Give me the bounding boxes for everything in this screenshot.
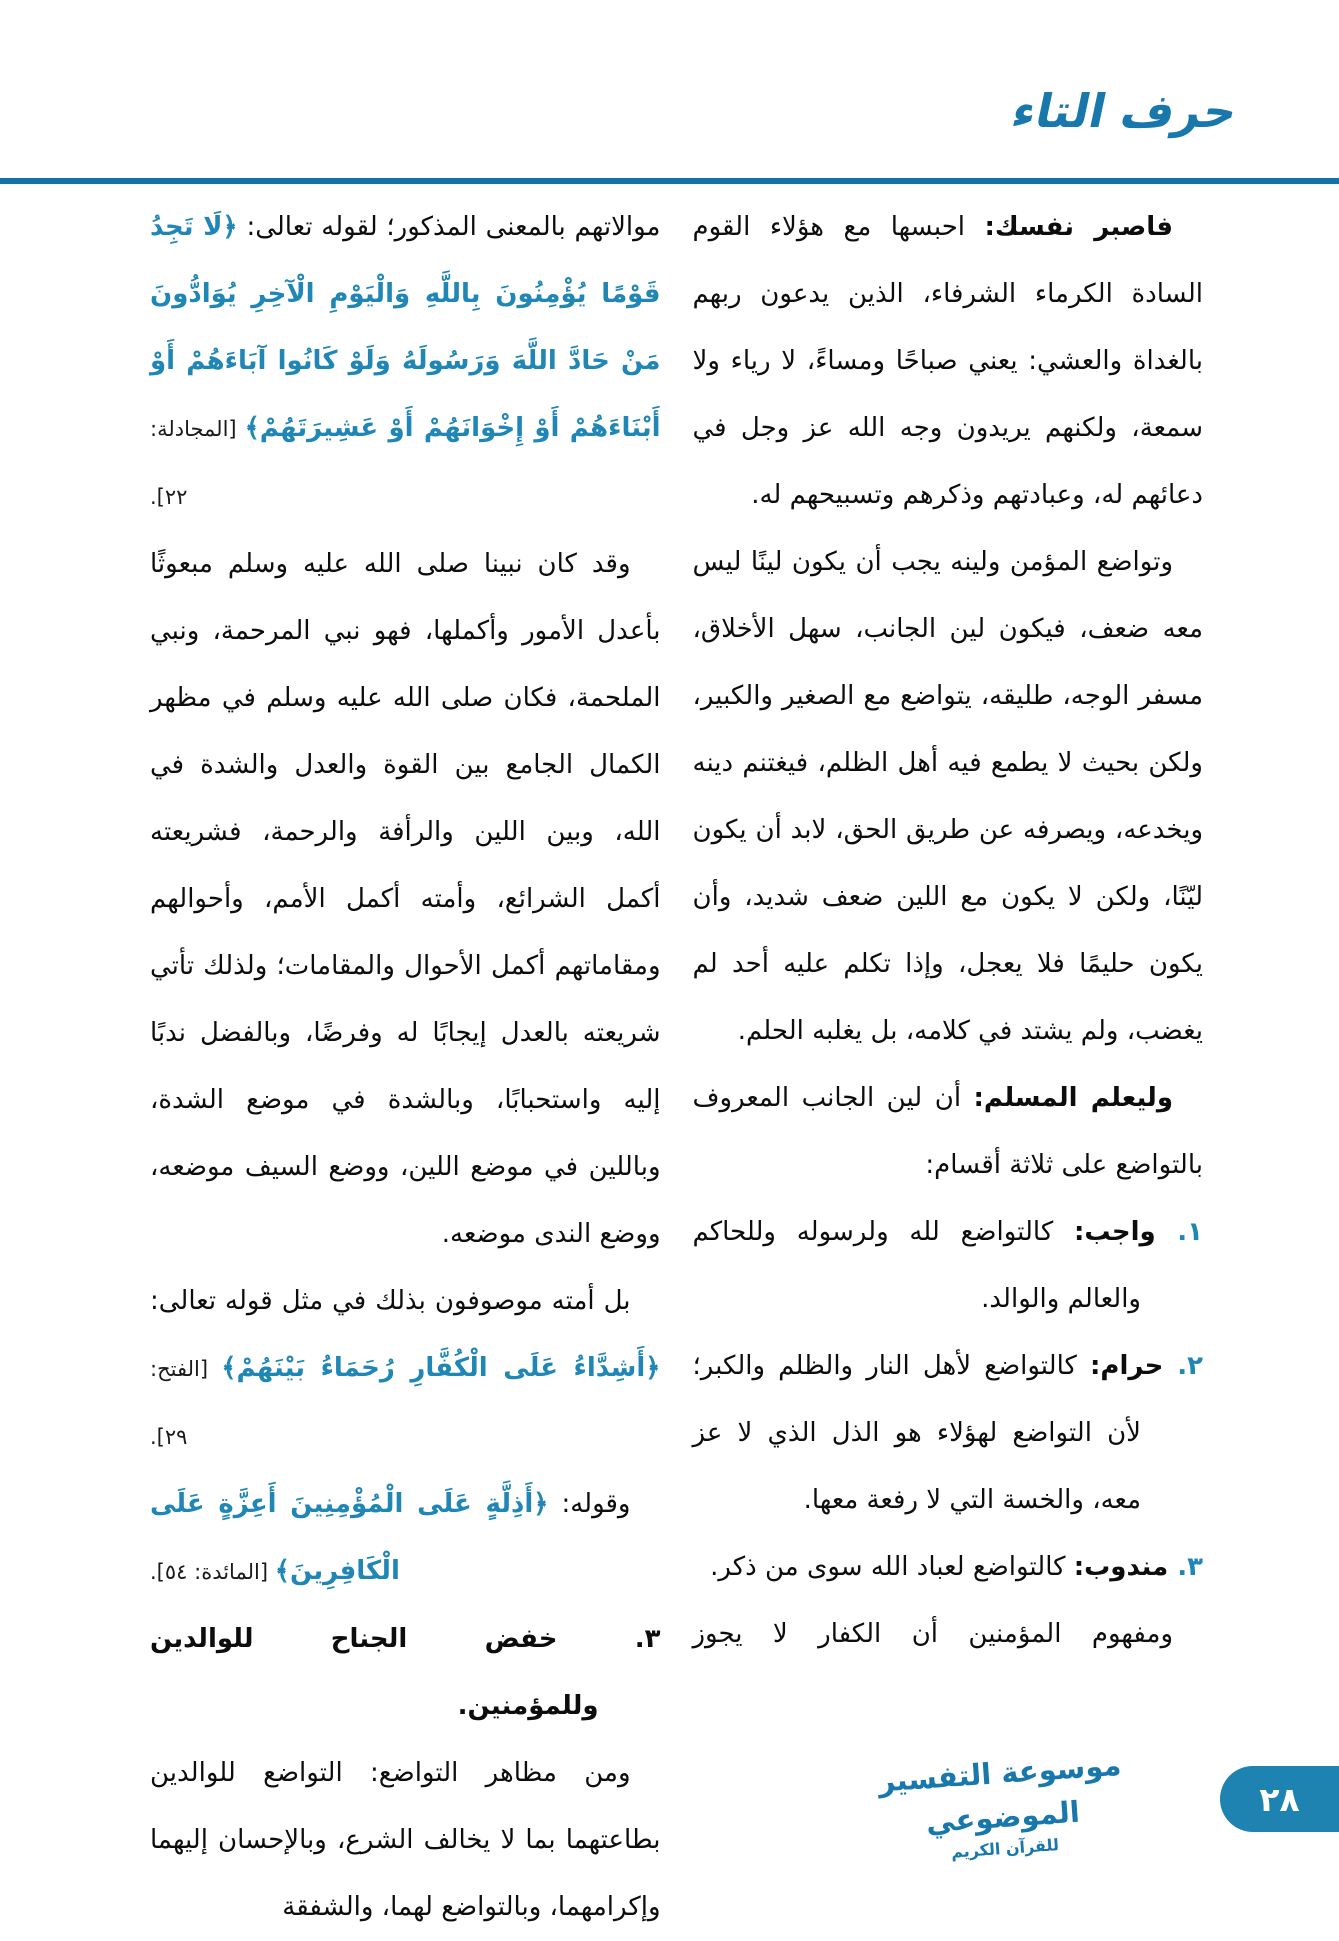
verse-reference-fath: [الفتح: ٢٩]. [150,1357,222,1449]
paragraph-fasbir [693,194,1204,529]
paragraph-nabiyyuna [150,531,661,1268]
paragraph-text: موالاتهم بالمعنى المذكور؛ لقوله تعالى: [237,212,661,242]
section-heading-khafd-line2: وللمؤمنين. [457,1691,599,1721]
paragraph-lead: فاصبر نفسك: [984,212,1173,242]
quran-verse-mujadila: ﴿لَا تَجِدُ قَوْمًا يُؤْمِنُونَ بِاللَّهِ وَالْيَوْمِ الْآخِرِ يُوَادُّونَ مَنْ حَادَّ اللَّهَ وَرَسُولَهُ وَلَوْ كَانُوا آبَاءَهُمْ أَوْ أَبْنَاءَهُمْ أَوْ إِخْوَانَهُمْ أَوْ عَشِيرَتَهُمْ﴾ [150,212,661,443]
paragraph-text: وتواضع المؤمن ولينه يجب أن يكون لينًا ليس معه ضعف، فيكون لين الجانب، سهل الأخلاق، مسفر الوجه، طليقه، يتواضع مع الصغير والكبير، ولكن بحيث لا يطمع فيه أهل الظلم، فيغتنم دينه ويخدعه، ويصرفه عن طريق الحق، لابد أن يكون ليّنًا، ولكن لا يكون مع اللين ضعف شديد، وأن يكون حليمًا فلا يعجل، وإذا تكلم عليه أحد لم يغضب، ولم يشتد في كلامه، بل يغلبه الحلم. [692,547,1203,1046]
list-text: كالتواضع لأهل النار والظلم والكبر؛ لأن التواضع لهؤلاء هو الذل الذي لا عز معه، والخسة التي لا رفعة معها. [692,1351,1141,1515]
paragraph-mafhum [693,1601,1204,1668]
list-term: حرام: [1090,1351,1164,1381]
list-number: ٣. [1168,1552,1203,1582]
verse-reference-maida: [المائدة: ٥٤]. [150,1560,275,1584]
paragraph-text: وقد كان نبينا صلى الله عليه وسلم مبعوثًا بأعدل الأمور وأكملها، فهو نبي المرحمة، ونبي الملحمة، فكان صلى الله عليه وسلم في مظهر الكمال الجامع بين القوة والعدل والشدة في الله، وبين اللين والرأفة والرحمة، فشريعته أكمل الشرائع، وأمته أكمل الأمم، وأحوالهم ومقاماتهم أكمل الأحوال والمقامات؛ ولذلك تأتي شريعته بالعدل إيجابًا له وفرضًا، وبالفضل ندبًا إليه واستحبابًا، وبالشدة في موضع الشدة، وباللين في موضع اللين، ووضع السيف موضعه، ووضع الندى موضعه. [150,549,661,1249]
paragraph-text: بل أمته موصوفون بذلك في مثل قوله تعالى: [150,1286,631,1316]
paragraph-text: التواضع للوالدين بطاعتهما بما لا يخالف الشرع، وبالإحسان إليهما وإكرامهما، وبالتواضع لهما، والشفقة [150,1758,661,1922]
paragraph-bal-ummatuhu [150,1268,661,1471]
list-number: ٢. [1163,1351,1203,1381]
list-text: كالتواضع لله ولرسوله وللحاكم والعالم والوالد. [692,1217,1141,1314]
paragraph-mazahir [150,1740,661,1941]
paragraph-tawadu [693,529,1204,1065]
column-left [150,194,661,1922]
book-logo-title: موسوعة التفسير الموضوعي [877,1747,1123,1839]
page-number-badge [1220,1766,1339,1832]
page-number: ٢٨ [1259,1779,1300,1819]
column-right [693,194,1204,1754]
quran-verse-fath: ﴿أَشِدَّاءُ عَلَى الْكُفَّارِ رُحَمَاءُ بَيْنَهُمْ﴾ [221,1353,661,1383]
chapter-heading: حرف التاء [1007,84,1243,138]
paragraph-text: وقوله: [548,1489,631,1519]
header-rule [0,178,1339,184]
list-item-wajib [693,1199,1204,1333]
book-logo [834,1741,1171,1870]
quran-verse-maida: ﴿أَذِلَّةٍ عَلَى الْمُؤْمِنِينَ أَعِزَّةٍ عَلَى الْكَافِرِينَ﴾ [150,1489,549,1586]
book-logo-subtitle: للقرآن الكريم [950,1835,1060,1862]
paragraph-text: ومفهوم المؤمنين أن الكفار لا يجوز [692,1619,1173,1649]
paragraph-waqawlihi [150,1471,661,1606]
list-text: كالتواضع لعباد الله سوى من ذكر. [710,1552,1074,1582]
paragraph-lead: ومن مظاهر التواضع: [370,1758,631,1788]
paragraph-muwalatihim [150,194,661,531]
paragraph-text: أن لين الجانب المعروف بالتواضع على ثلاثة أقسام: [692,1083,1203,1180]
verse-reference-mujadila: [المجادلة: ٢٢]. [150,417,245,509]
list-number: ١. [1155,1217,1203,1247]
list-term: واجب: [1073,1217,1156,1247]
paragraph-lead: وليعلم المسلم: [973,1083,1173,1113]
list-item-mandub [693,1534,1204,1601]
paragraph-text: احبسها مع هؤلاء القوم السادة الكرماء الشرفاء، الذين يدعون ربهم بالغداة والعشي: يعني صباحًا ومساءً، لا رياء ولا سمعة، ولكنهم يريدون وجه الله عز وجل في دعائهم له، وعبادتهم وذكرهم وتسبيحهم له. [692,212,1203,510]
list-item-haram [693,1333,1204,1534]
section-heading-khafd-line1: ٣. خفض الجناح للوالدين [150,1624,661,1654]
paragraph-waliyalam [693,1065,1204,1199]
list-term: مندوب: [1073,1552,1169,1582]
